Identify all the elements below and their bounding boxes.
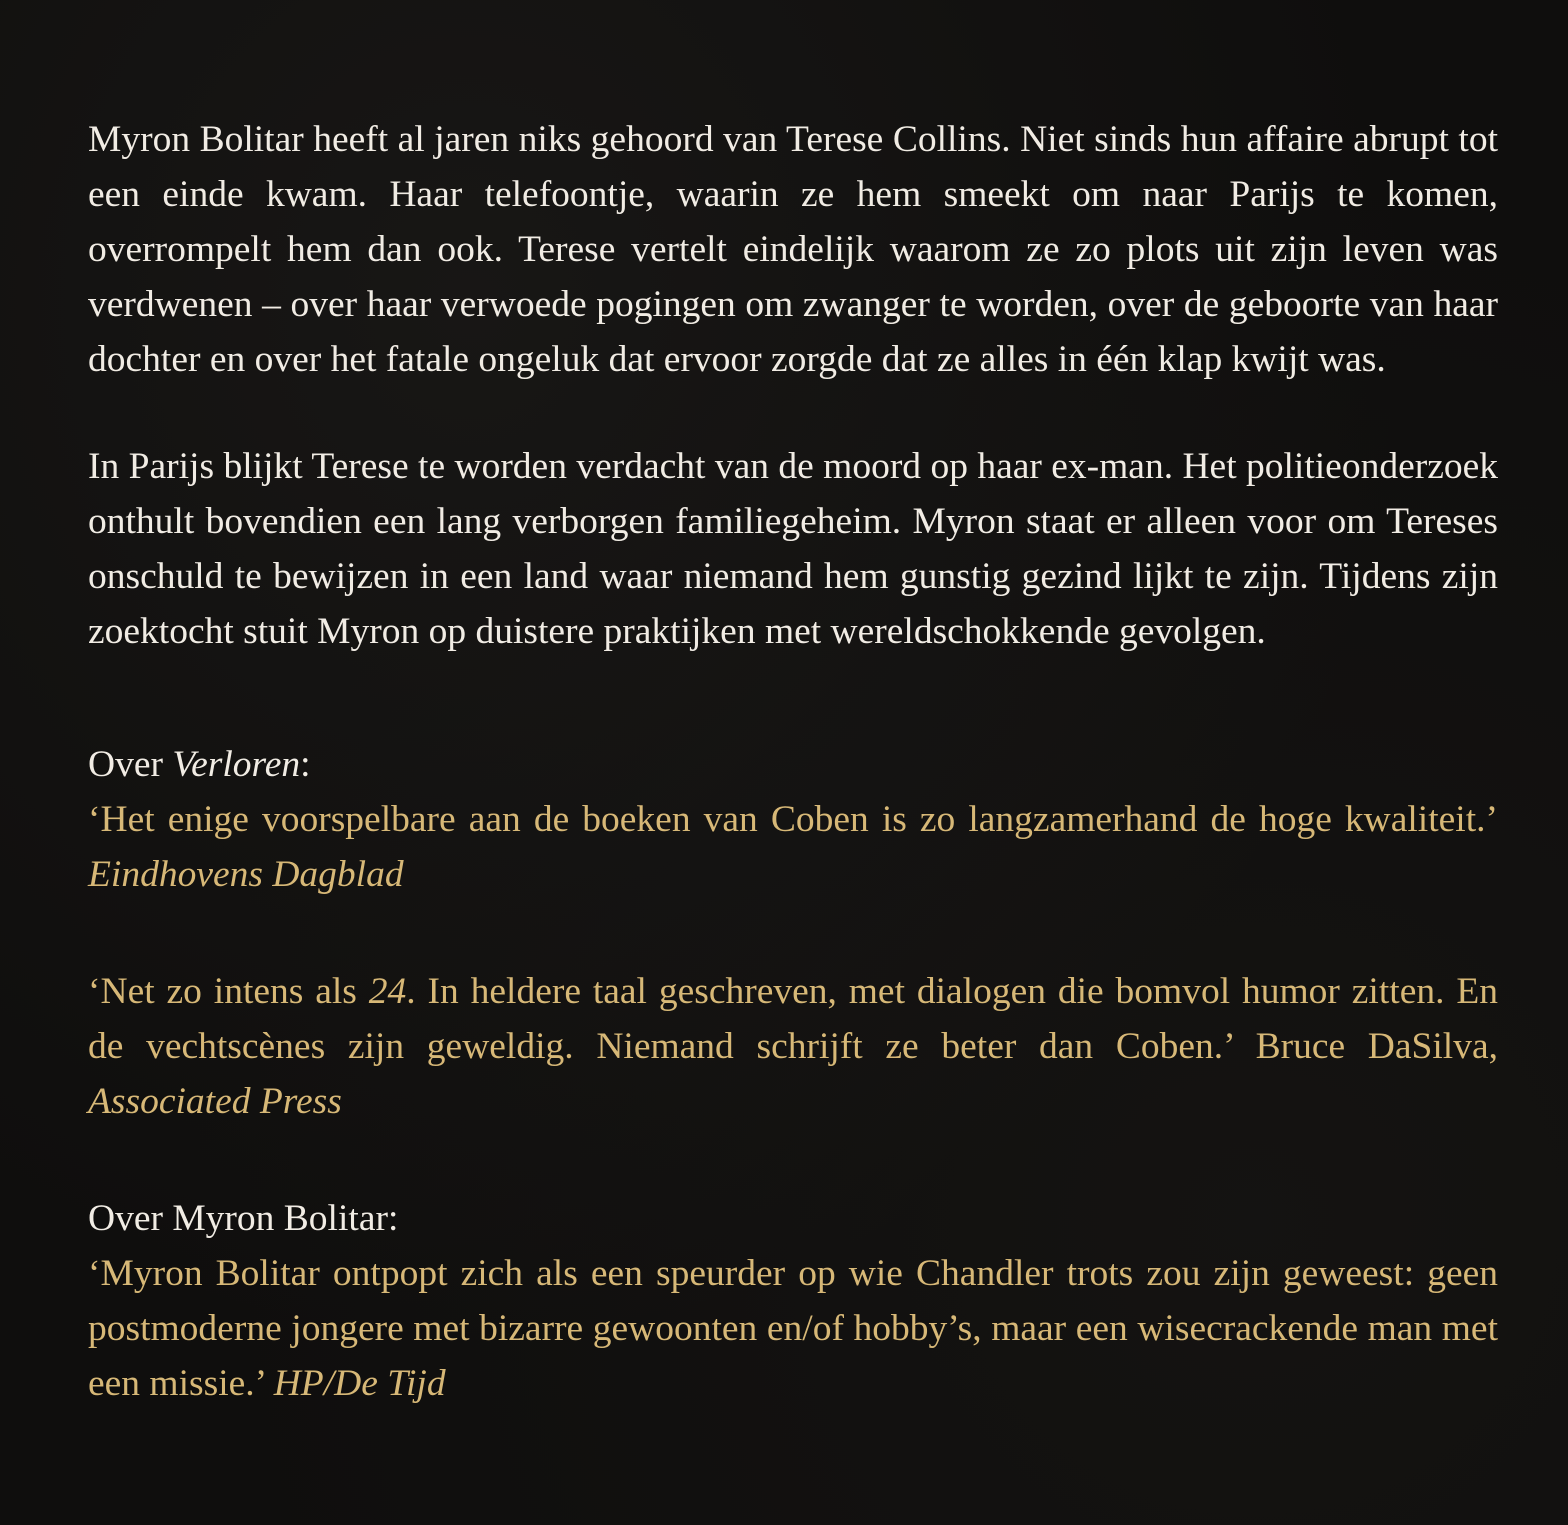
quote-text: ‘Myron Bolitar ontpopt zich als een speurder op wie Chandler trots zou zijn geweest: geen postmoderne jongere met bizarre gewoonten en/of hobby’s, maar een wisecrackende man met een missie.’ xyxy=(88,1253,1498,1404)
quote-text-rest: . In heldere taal geschreven, met dialogen die bomvol humor zitten. En de vechtscènes zijn geweldig. Niemand schrijft ze beter dan Coben.’ Bruce DaSilva, xyxy=(88,971,1498,1067)
quote-em: 24 xyxy=(368,971,407,1012)
synopsis-paragraph-2: In Parijs blijkt Terese te worden verdacht van de moord op haar ex-man. Het politieonderzoek onthult bovendien een lang verborgen familiegeheim. Myron staat er alleen voor om Tereses onschuld te bewijzen in een land waar niemand hem gunstig gezind lijkt te zijn. Tijdens zijn zoektocht stuit Myron op duistere praktijken met wereldschokkende gevolgen. xyxy=(88,446,1498,652)
quote-text: ‘Het enige voorspelbare aan de boeken van Coben is zo langzamerhand de hoge kwaliteit.’ xyxy=(88,799,1498,840)
back-cover-text xyxy=(88,112,1498,1411)
quote-source: HP/De Tijd xyxy=(273,1363,446,1404)
book-title: Verloren xyxy=(172,744,301,785)
review-quote-2 xyxy=(88,964,1498,1129)
quote-source: Associated Press xyxy=(88,1081,342,1122)
heading-suffix: : xyxy=(300,744,311,785)
quote-text-start: ‘Net zo intens als xyxy=(88,971,369,1012)
synopsis-paragraph-1: Myron Bolitar heeft al jaren niks gehoord van Terese Collins. Niet sinds hun affaire abrupt tot een einde kwam. Haar telefoontje, waarin ze hem smeekt om naar Parijs te komen, overrompelt hem dan ook. Terese vertelt eindelijk waarom ze zo plots uit zijn leven was verdwenen – over haar verwoede pogingen om zwanger te worden, over de geboorte van haar dochter en over het fatale ongeluk dat ervoor zorgde dat ze alles in één klap kwijt was. xyxy=(88,119,1498,380)
review-heading-myron: Over Myron Bolitar: xyxy=(88,1198,399,1239)
review-quote-1 xyxy=(88,792,1498,902)
heading-prefix: Over xyxy=(88,744,173,785)
review-quote-3 xyxy=(88,1246,1498,1411)
quote-source: Eindhovens Dagblad xyxy=(88,854,404,895)
review-heading-verloren xyxy=(88,737,1498,792)
